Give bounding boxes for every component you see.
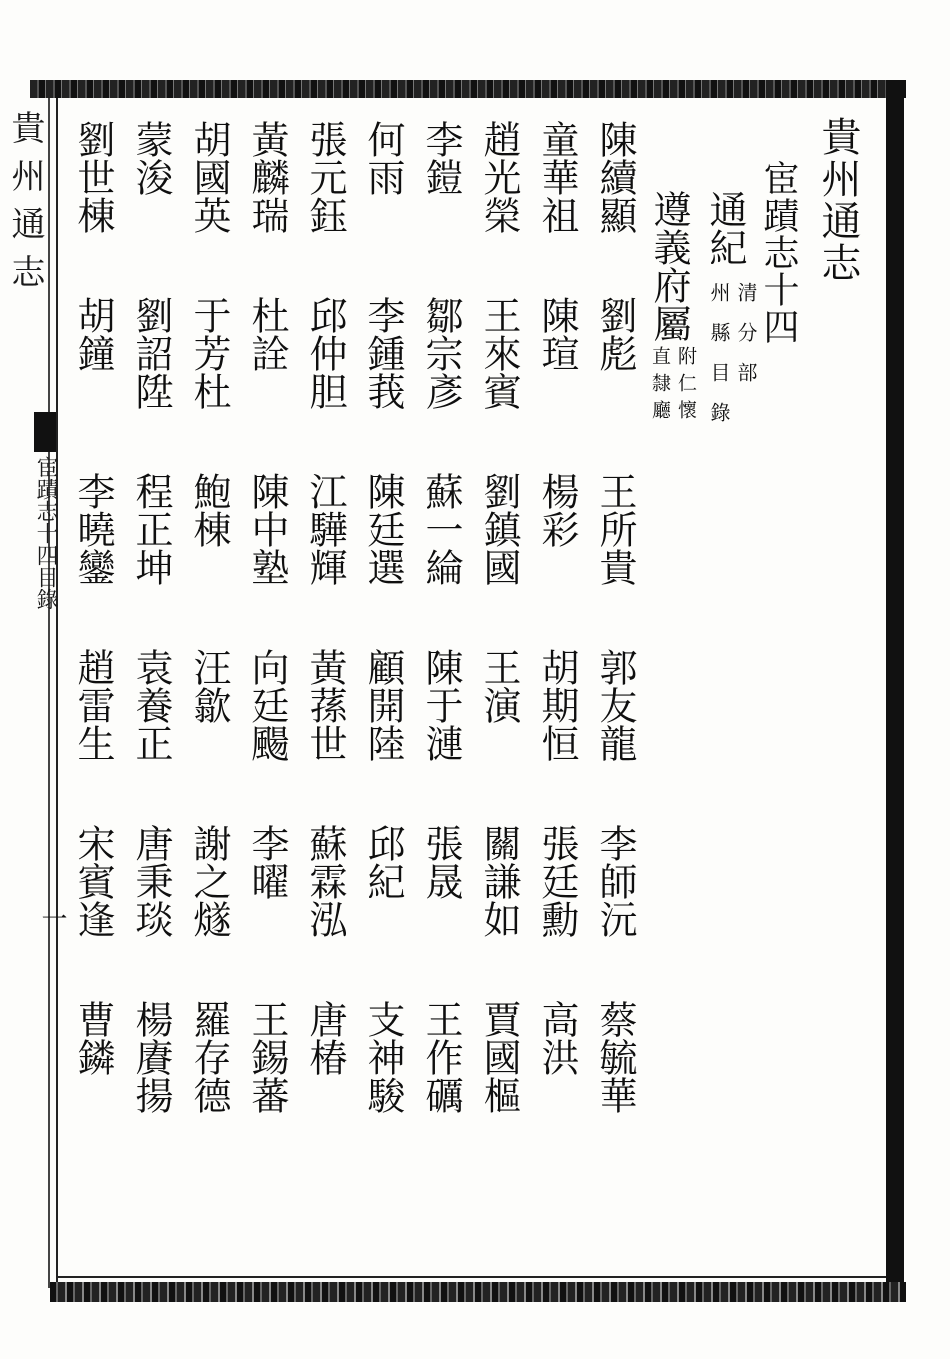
official-name: 李鍾莪 bbox=[361, 296, 405, 410]
official-name: 邱紀 bbox=[361, 824, 405, 900]
official-name: 支神駿 bbox=[361, 1000, 405, 1114]
right-border-rule bbox=[886, 80, 904, 1302]
official-name: 張廷勳 bbox=[535, 824, 579, 938]
official-name: 李曜 bbox=[245, 824, 289, 900]
gutter-subtitle: 宦蹟志十四目錄 bbox=[33, 456, 59, 610]
name-column-2 bbox=[535, 120, 584, 1160]
official-name: 李曉鑾 bbox=[71, 472, 115, 586]
gutter-page-number: 一 bbox=[37, 905, 67, 931]
official-name: 胡期恒 bbox=[535, 648, 579, 762]
official-name: 程正坤 bbox=[129, 472, 173, 586]
official-name: 楊賡揚 bbox=[129, 1000, 173, 1114]
official-name: 劉詔陞 bbox=[129, 296, 173, 410]
official-name: 胡鐘 bbox=[71, 296, 115, 372]
official-name: 謝之燧 bbox=[187, 824, 231, 938]
category-note-left: 州縣目錄 bbox=[707, 282, 731, 442]
official-name: 蒙浚 bbox=[129, 120, 173, 196]
official-name: 陳中塾 bbox=[245, 472, 289, 586]
name-column-1 bbox=[593, 120, 642, 1160]
bottom-inner-rule bbox=[56, 1276, 886, 1278]
official-name: 鄒宗彥 bbox=[419, 296, 463, 410]
bottom-border-rule bbox=[50, 1282, 906, 1302]
name-column-8 bbox=[187, 120, 236, 1160]
official-name: 高洪 bbox=[535, 1000, 579, 1076]
subcategory-note-right: 附仁懷 bbox=[675, 346, 697, 427]
official-name: 王錫蕃 bbox=[245, 1000, 289, 1114]
official-name: 趙雷生 bbox=[71, 648, 115, 762]
official-name: 李師沅 bbox=[593, 824, 637, 938]
category-title: 通紀 bbox=[703, 190, 747, 266]
official-name: 陳續顯 bbox=[593, 120, 637, 234]
official-name: 張元鈺 bbox=[303, 120, 347, 234]
gutter-fishtail-mark bbox=[34, 412, 56, 452]
official-name: 邱仲胆 bbox=[303, 296, 347, 410]
official-name: 唐秉琰 bbox=[129, 824, 173, 938]
official-name: 江驊輝 bbox=[303, 472, 347, 586]
book-title: 貴州通志 bbox=[815, 116, 861, 284]
official-name: 陳于漣 bbox=[419, 648, 463, 762]
official-name: 黃蓀世 bbox=[303, 648, 347, 762]
official-name: 張晟 bbox=[419, 824, 463, 900]
official-name: 黃麟瑞 bbox=[245, 120, 289, 234]
official-name: 向廷颺 bbox=[245, 648, 289, 762]
category-note-right: 清分部 bbox=[734, 282, 758, 402]
official-name: 劉鎮國 bbox=[477, 472, 521, 586]
subcategory-note-left: 直隸廳 bbox=[649, 346, 671, 427]
section-title: 宦蹟志十四 bbox=[758, 160, 799, 345]
official-name: 蔡毓華 bbox=[593, 1000, 637, 1114]
official-name: 羅存德 bbox=[187, 1000, 231, 1114]
official-name: 關謙如 bbox=[477, 824, 521, 938]
official-name: 顧開陸 bbox=[361, 648, 405, 762]
official-name: 蘇霖泓 bbox=[303, 824, 347, 938]
official-name: 袁養正 bbox=[129, 648, 173, 762]
top-border-rule bbox=[30, 80, 906, 98]
official-name: 劉彪 bbox=[593, 296, 637, 372]
official-name: 王演 bbox=[477, 648, 521, 724]
official-name: 楊彩 bbox=[535, 472, 579, 548]
gutter-title: 貴州通志 bbox=[5, 110, 45, 302]
name-column-5 bbox=[361, 120, 410, 1160]
official-name: 陳瑄 bbox=[535, 296, 579, 372]
official-name: 童華祖 bbox=[535, 120, 579, 234]
left-outer-rule bbox=[48, 98, 50, 1288]
official-name: 何雨 bbox=[361, 120, 405, 196]
official-name: 王作礪 bbox=[419, 1000, 463, 1114]
left-inner-rule bbox=[56, 98, 58, 1282]
name-column-9 bbox=[129, 120, 178, 1160]
official-name: 趙光榮 bbox=[477, 120, 521, 234]
official-name: 蘇一綸 bbox=[419, 472, 463, 586]
name-column-6 bbox=[303, 120, 352, 1160]
official-name: 王所貴 bbox=[593, 472, 637, 586]
official-name: 劉世棟 bbox=[71, 120, 115, 234]
name-column-4 bbox=[419, 120, 468, 1160]
official-name: 賈國樞 bbox=[477, 1000, 521, 1114]
official-name: 于芳杜 bbox=[187, 296, 231, 410]
official-name: 胡國英 bbox=[187, 120, 231, 234]
name-column-7 bbox=[245, 120, 294, 1160]
official-name: 汪歙 bbox=[187, 648, 231, 724]
official-name: 鮑棟 bbox=[187, 472, 231, 548]
subcategory-title: 遵義府屬 bbox=[647, 190, 691, 342]
official-name: 杜詮 bbox=[245, 296, 289, 372]
official-name: 宋賓逢 bbox=[71, 824, 115, 938]
official-name: 王來賓 bbox=[477, 296, 521, 410]
name-column-10 bbox=[71, 120, 120, 1160]
official-name: 李鎧 bbox=[419, 120, 463, 196]
name-column-3 bbox=[477, 120, 526, 1160]
official-name: 陳廷選 bbox=[361, 472, 405, 586]
official-name: 曹鏻 bbox=[71, 1000, 115, 1076]
official-name: 郭友龍 bbox=[593, 648, 637, 762]
official-name: 唐椿 bbox=[303, 1000, 347, 1076]
